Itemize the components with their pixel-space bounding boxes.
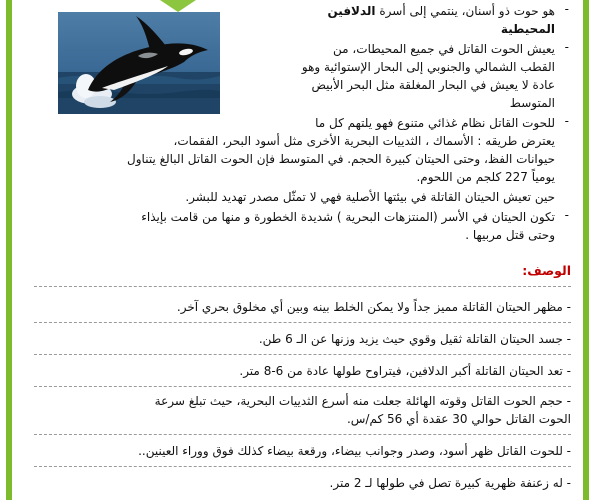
intro-text: هو حوت ذو أسنان، ينتمي إلى أسرة: [375, 4, 555, 18]
bullet: -: [564, 114, 569, 128]
diet-line-4: يومياً 227 كلجم من اللحوم.: [416, 170, 555, 184]
habitat-line-4: المتوسط: [509, 96, 555, 110]
captivity-line-2: وحتى قتل مربيها .: [465, 228, 555, 242]
separator: [34, 466, 571, 467]
captivity-line-1: تكون الحيتان في الأسر (المنتزهات البحرية ) شديدة الخطورة و منها من قامت بإيذاء: [141, 210, 555, 224]
habitat-line-1: يعيش الحوت القاتل في جميع المحيطات، من: [333, 42, 555, 56]
orca-photo: [58, 12, 220, 114]
intro-line-1: [328, 2, 556, 20]
page-border-left: [6, 0, 12, 500]
intro-bold: الدلافين: [327, 4, 376, 18]
diet-line-2: يعترض طريقه : الأسماك ، الثدييات البحرية الأخرى مثل أسود البحر، الفقمات،: [173, 134, 555, 148]
bullet: -: [564, 2, 569, 16]
habitat-line-3: عادة لا يعيش في البحار المغلقة مثل البحر الأبيض: [311, 78, 555, 92]
description-item-5: - للحوت القاتل ظهر أسود، وصدر وجوانب بيضاء، ورقعة بيضاء كذلك فوق ووراء العينين..: [138, 444, 571, 458]
page-border-right: [583, 0, 589, 500]
wild-line-1: حين تعيش الحيتان القاتلة في بيئتها الأصلية فهي لا تمثّل مصدر تهديد للبشر.: [185, 190, 555, 204]
decorative-triangle: [160, 0, 196, 12]
separator: [34, 354, 571, 355]
diet-line-1: للحوت القاتل نظام غذائي متنوع فهو يلتهم كل ما: [315, 116, 555, 130]
description-item-6: - له زعنفة ظهرية كبيرة تصل في طولها لـ 2 متر.: [329, 476, 571, 490]
bullet: -: [564, 40, 569, 54]
separator: [34, 386, 571, 387]
separator: [34, 434, 571, 435]
description-item-2: - جسد الحيتان القاتلة ثقيل وقوي حيث يزيد وزنها عن الـ 6 طن.: [258, 332, 571, 346]
separator: [34, 286, 571, 287]
habitat-line-2: القطب الشمالي والجنوبي إلى البحار الإستوائية وهو: [301, 60, 555, 74]
description-item-4-line-2: الحوت القاتل حوالي 30 عقدة أي 56 كم/س.: [346, 412, 571, 426]
separator: [34, 322, 571, 323]
description-heading: الوصف:: [522, 263, 571, 278]
bullet: -: [564, 208, 569, 222]
description-item-1: - مظهر الحيتان القاتلة مميز جداً ولا يمكن الخلط بينه وبين أي مخلوق بحري آخر.: [176, 300, 571, 314]
intro-line-2: المحيطية: [500, 22, 555, 36]
description-item-3: - تعد الحيتان القاتلة أكبر الدلافين، فيتراوح طولها عادة من 6-8 متر.: [239, 364, 571, 378]
diet-line-3: حيوانات الفظ، وحتى الحيتان كبيرة الحجم. في المتوسط فإن الحوت القاتل البالغ يتناول: [127, 152, 555, 166]
description-item-4-line-1: - حجم الحوت القاتل وقوته الهائلة جعلت منه أسرع الثدييات البحرية، حيث تبلغ سرعة: [154, 394, 571, 408]
